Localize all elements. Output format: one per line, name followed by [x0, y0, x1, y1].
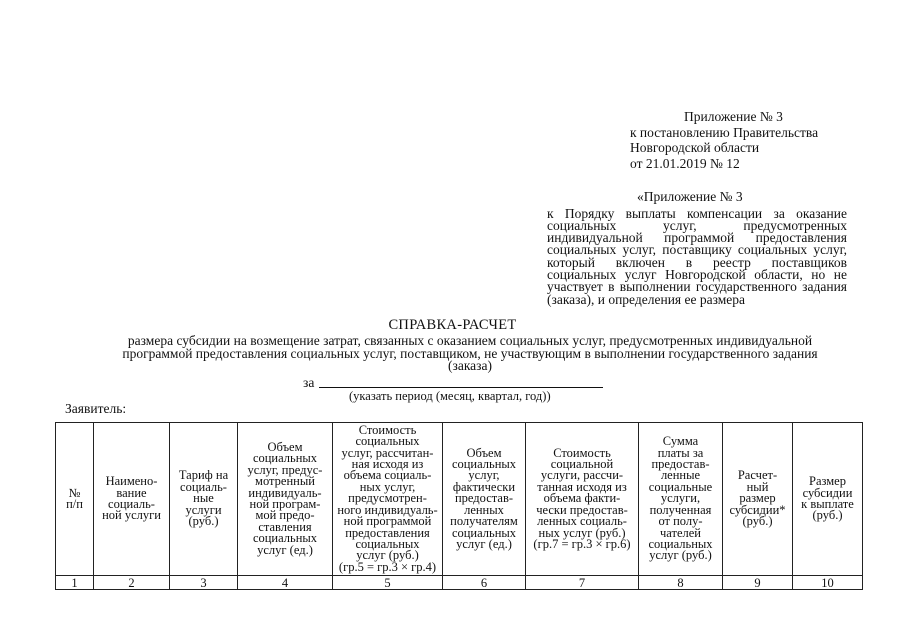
period-label: за [303, 375, 315, 390]
appendix-resolution-ref: к постановлению Правительства [630, 124, 819, 140]
column-number: 2 [94, 576, 170, 590]
column-number: 8 [639, 576, 723, 590]
column-number: 6 [443, 576, 526, 590]
header-cell: Тариф на социаль- ные услуги (руб.) [170, 423, 238, 576]
appendix-region: Новгородской области [630, 140, 760, 155]
column-number: 10 [793, 576, 863, 590]
column-number: 5 [333, 576, 443, 590]
appendix-date: от 21.01.2019 № 12 [630, 155, 740, 171]
header-cell: Стоимость социальных услуг, рассчитан- ная исходя из объема социаль- ных услуг, предусмотрен- ного индивидуаль- ной программой предоставления социальных услуг (руб.) (гр.5 = гр.3 × гр.4) [333, 423, 443, 576]
header-cell: № п/п [56, 423, 94, 576]
appendix-header [630, 109, 900, 171]
inner-appendix-body: к Порядку выплаты компенсации за оказание социальных услуг, предусмотренных индивидуальной программой предоставления социальных услуг, поставщику социальных услуг, который включен в реестр поставщиков социальных услуг Новгородской области, но не участвует в выполнении государственного задания (заказа), и определения ее размера [547, 205, 847, 307]
inner-appendix [547, 189, 847, 306]
header-cell: Наимено- вание социаль- ной услуги [94, 423, 170, 576]
header-cell: Сумма платы за предостав- ленные социальные услуги, полученная от полу- чателей социальных услуг (руб.) [639, 423, 723, 576]
column-number: 9 [723, 576, 793, 590]
applicant-label: Заявитель: [65, 401, 127, 416]
header-cell: Стоимость социальной услуги, рассчи- танная исходя из объема факти- чески предостав- ленных социаль- ных услуг (руб.) (гр.7 = гр.3 × гр.6) [526, 423, 639, 576]
column-number: 7 [526, 576, 639, 590]
period-hint: (указать период (месяц, квартал, год)) [349, 389, 551, 403]
table-header-row [56, 423, 863, 576]
header-cell: Расчет- ный размер субсидии* (руб.) [723, 423, 793, 576]
column-number: 4 [238, 576, 333, 590]
column-number-row [56, 576, 863, 590]
document-subtitle: размера субсидии на возмещение затрат, связанных с оказанием социальных услуг, предусмотренных индивидуальной программой предоставления социальных услуг, поставщиком, не участвующим в выполнении государственного задания (заказа) [122, 333, 818, 373]
appendix-number: Приложение № 3 [684, 109, 783, 124]
inner-appendix-title: «Приложение № 3 [637, 189, 743, 204]
calculation-table [55, 422, 863, 590]
document-title: СПРАВКА-РАСЧЕТ [388, 317, 517, 333]
header-cell: Объем социальных услуг, фактически предостав- ленных получателям социальных услуг (ед.) [443, 423, 526, 576]
column-number: 1 [56, 576, 94, 590]
period-input-line [319, 387, 603, 388]
header-cell: Размер субсидии к выплате (руб.) [793, 423, 863, 576]
header-cell: Объем социальных услуг, предус- мотренный индивидуаль- ной програм- мой предо- ставления социальных услуг (ед.) [238, 423, 333, 576]
period-row [303, 375, 314, 391]
column-number: 3 [170, 576, 238, 590]
